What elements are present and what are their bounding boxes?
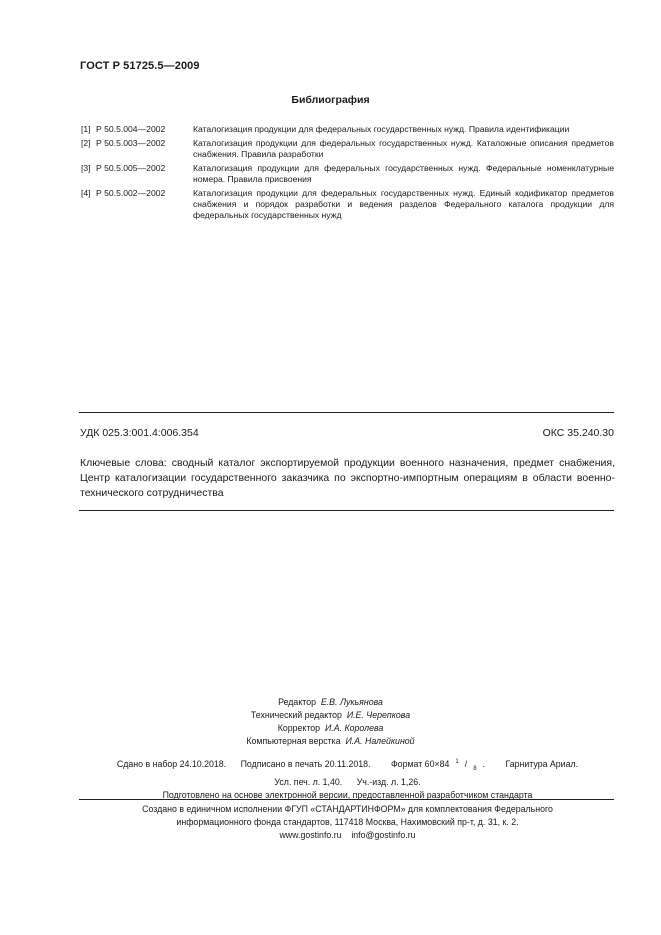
bib-item-text: Каталогизация продукции для федеральных государственных нужд. Единый кодификатор предметов снабжения и порядок разработки и ведения разделов Федерального каталога продукции для федеральных государственных нужд	[193, 188, 614, 220]
bib-item-text: Каталогизация продукции для федеральных государственных нужд. Правила идентификации	[193, 124, 570, 134]
prepared-note: Подготовлено на основе электронной версии, предоставленной разработчиком стандарта	[162, 789, 533, 800]
credit-name: И.Е. Черепкова	[346, 710, 411, 720]
bibliography-item	[81, 124, 614, 135]
print-info-line2	[80, 776, 615, 789]
divider-middle	[79, 510, 614, 511]
bib-item-text: Каталогизация продукции для федеральных государственных нужд. Каталожные описания предметов снабжения. Правила разработки	[193, 138, 614, 159]
keywords: Ключевые слова: сводный каталог экспортируемой продукции военного назначения, предмет снабжения, Центр каталогизации государственного заказчика по экспортно-импортным операциям в области военно-технического сотрудничества	[80, 457, 615, 499]
bib-item-code: Р 50.5.003—2002	[96, 138, 166, 148]
credit-layout	[0, 735, 661, 748]
credit-label: Редактор	[278, 697, 316, 707]
credits-block	[0, 696, 661, 748]
typeface: Гарнитура Ариал.	[505, 758, 579, 769]
credit-label: Технический редактор	[250, 710, 342, 720]
credit-label: Корректор	[277, 723, 321, 733]
divider-bottom	[79, 799, 614, 800]
bib-item-code: Р 50.5.002—2002	[96, 188, 166, 198]
divider-top	[79, 412, 614, 413]
bibliography-item	[81, 138, 614, 160]
standard-header: ГОСТ Р 51725.5—2009	[80, 60, 200, 72]
bibliography-list	[81, 124, 614, 224]
credit-tech-editor	[0, 709, 661, 722]
credit-editor	[0, 696, 661, 709]
credit-name: И.А. Налейкиной	[345, 736, 415, 746]
footer-contacts	[80, 829, 615, 842]
footer-line1: Создано в единичном исполнении ФГУП «СТАНДАРТИНФОРМ» для комплектования Федерального	[142, 804, 553, 814]
print-sheets: Усл. печ. л. 1,40.	[274, 776, 343, 787]
bibliography-item	[81, 163, 614, 185]
website-link[interactable]: www.gostinfo.ru	[279, 830, 342, 840]
bib-item-number: [3]	[81, 163, 91, 173]
credit-name: И.А. Королева	[324, 723, 384, 733]
bibliography-item	[81, 188, 614, 221]
bib-item-number: [1]	[81, 124, 91, 134]
publisher-footer	[80, 803, 615, 842]
email-link[interactable]: info@gostinfo.ru	[351, 830, 416, 840]
bib-item-text: Каталогизация продукции для федеральных государственных нужд. Федеральные номенклатурные номера. Правила присвоения	[193, 163, 614, 184]
bib-item-code: Р 50.5.004—2002	[96, 124, 166, 134]
credit-name: Е.В. Лукьянова	[320, 697, 383, 707]
udk-code: УДК 025.3:001.4:006.354	[80, 427, 199, 439]
print-info	[80, 756, 615, 802]
footer-line2: информационного фонда стандартов, 117418 Москва, Нахимовский пр-т, д. 31, к. 2.	[176, 817, 519, 827]
credit-label: Компьютерная верстка	[246, 736, 341, 746]
paper-format: Формат 60×84 $^1$ / $_8$ .	[390, 758, 485, 772]
bib-item-number: [4]	[81, 188, 91, 198]
oks-code: ОКС 35.240.30	[542, 427, 614, 439]
print-info-line1	[80, 756, 615, 776]
bibliography-title: Библиография	[291, 94, 370, 106]
submitted-date: Сдано в набор 24.10.2018.	[116, 758, 227, 769]
signed-date: Подписано в печать 20.11.2018.	[240, 758, 371, 769]
bib-item-code: Р 50.5.005—2002	[96, 163, 166, 173]
credit-corrector	[0, 722, 661, 735]
bib-item-number: [2]	[81, 138, 91, 148]
edition-sheets: Уч.-изд. л. 1,26.	[356, 776, 421, 787]
